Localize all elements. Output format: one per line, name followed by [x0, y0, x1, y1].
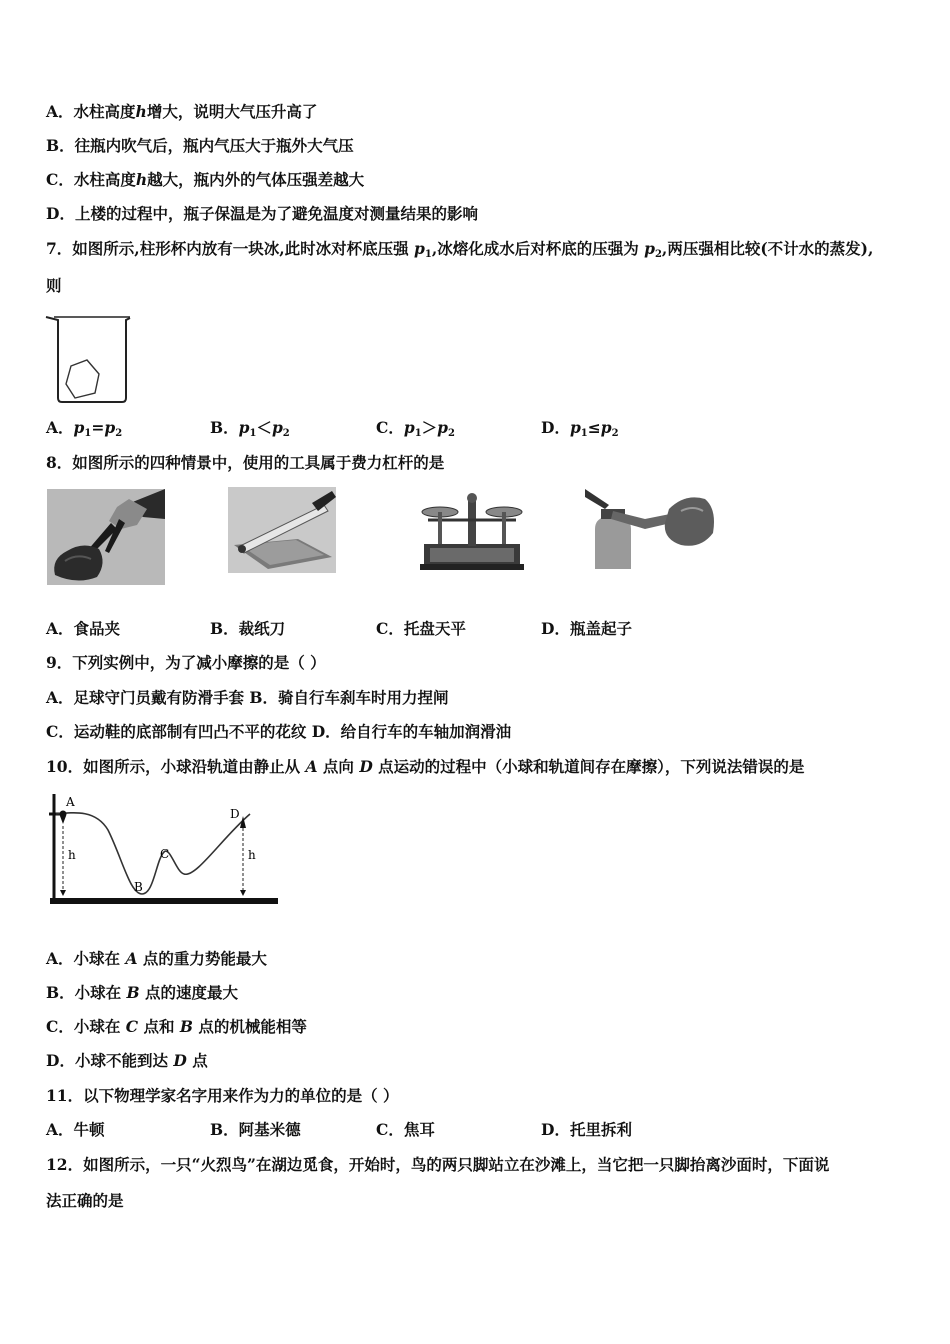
q12-stem-line2: 法正确的是: [46, 1191, 124, 1210]
q6-option-b: B．往瓶内吹气后，瓶内气压大于瓶外大气压: [46, 136, 354, 155]
q11-option-a: A．牛顿: [46, 1120, 105, 1139]
paper-cutter-photo: [228, 487, 336, 573]
q8-option-c: C．托盘天平: [376, 619, 466, 638]
tray-balance-photo: [416, 488, 528, 572]
q10-option-a: A．小球在 A 点的重力势能最大: [46, 949, 267, 968]
q9-stem: 9．下列实例中，为了减小摩擦的是（ ）: [46, 653, 326, 672]
bottle-opener-photo: [585, 489, 717, 569]
q9-options-row2: C．运动鞋的底部制有凹凸不平的花纹 D．给自行车的车轴加润滑油: [46, 722, 512, 741]
q10-stem: 10．如图所示，小球沿轨道由静止从 A 点向 D 点运动的过程中（小球和轨道间存在摩擦），下列说法错误的是: [46, 757, 805, 776]
q7-stem: 7．如图所示,柱形杯内放有一块冰,此时冰对杯底压强 $p_1$,冰熔化成水后对杯底的压强为 $p_2$,两压强相比较(不计水的蒸发),: [46, 239, 874, 260]
q10-option-d: D．小球不能到达 D 点: [46, 1051, 208, 1070]
q11-option-b: B．阿基米德: [210, 1120, 301, 1139]
label-h1: h: [68, 848, 76, 862]
q6-option-c: C．水柱高度h越大，瓶内外的气体压强差越大: [46, 170, 365, 189]
food-tongs-photo: [47, 489, 165, 585]
q7-option-c: C．$p_1>p_2$: [376, 418, 455, 439]
q8-option-b: B．裁纸刀: [210, 619, 286, 638]
q11-option-d: D．托里拆利: [541, 1120, 632, 1139]
track-diagram: [46, 788, 282, 914]
label-a: A: [66, 795, 75, 809]
q7-option-d: D．$p_1\le p_2$: [541, 418, 619, 439]
q9-options-row1: A．足球守门员戴有防滑手套 B．骑自行车刹车时用力捏闸: [46, 688, 449, 707]
q6-option-a: A．水柱高度h增大，说明大气压升高了: [46, 102, 318, 121]
q8-stem: 8．如图所示的四种情景中，使用的工具属于费力杠杆的是: [46, 453, 445, 472]
label-b: B: [134, 880, 143, 894]
q11-option-c: C．焦耳: [376, 1120, 435, 1139]
q11-stem: 11．以下物理学家名字用来作为力的单位的是（ ）: [46, 1086, 399, 1105]
label-d: D: [230, 807, 240, 821]
q8-option-d: D．瓶盖起子: [541, 619, 632, 638]
q12-stem-line1: 12．如图所示，一只“火烈鸟”在湖边觅食，开始时，鸟的两只脚站立在沙滩上，当它把一只脚抬离沙面时，下面说: [46, 1155, 830, 1174]
beaker-with-ice-figure: [44, 314, 134, 406]
q10-option-c: C．小球在 C 点和 B 点的机械能相等: [46, 1017, 307, 1036]
q7-stem-cont: 则: [46, 276, 62, 295]
q8-option-a: A．食品夹: [46, 619, 121, 638]
label-c: C: [160, 847, 170, 861]
q6-option-d: D．上楼的过程中，瓶子保温是为了避免温度对测量结果的影响: [46, 204, 478, 223]
label-h2: h: [248, 848, 256, 862]
q7-option-a: A．$p_1=p_2$: [46, 418, 123, 439]
q10-option-b: B．小球在 B 点的速度最大: [46, 983, 239, 1002]
q7-option-b: B．$p_1<p_2$: [210, 418, 290, 439]
